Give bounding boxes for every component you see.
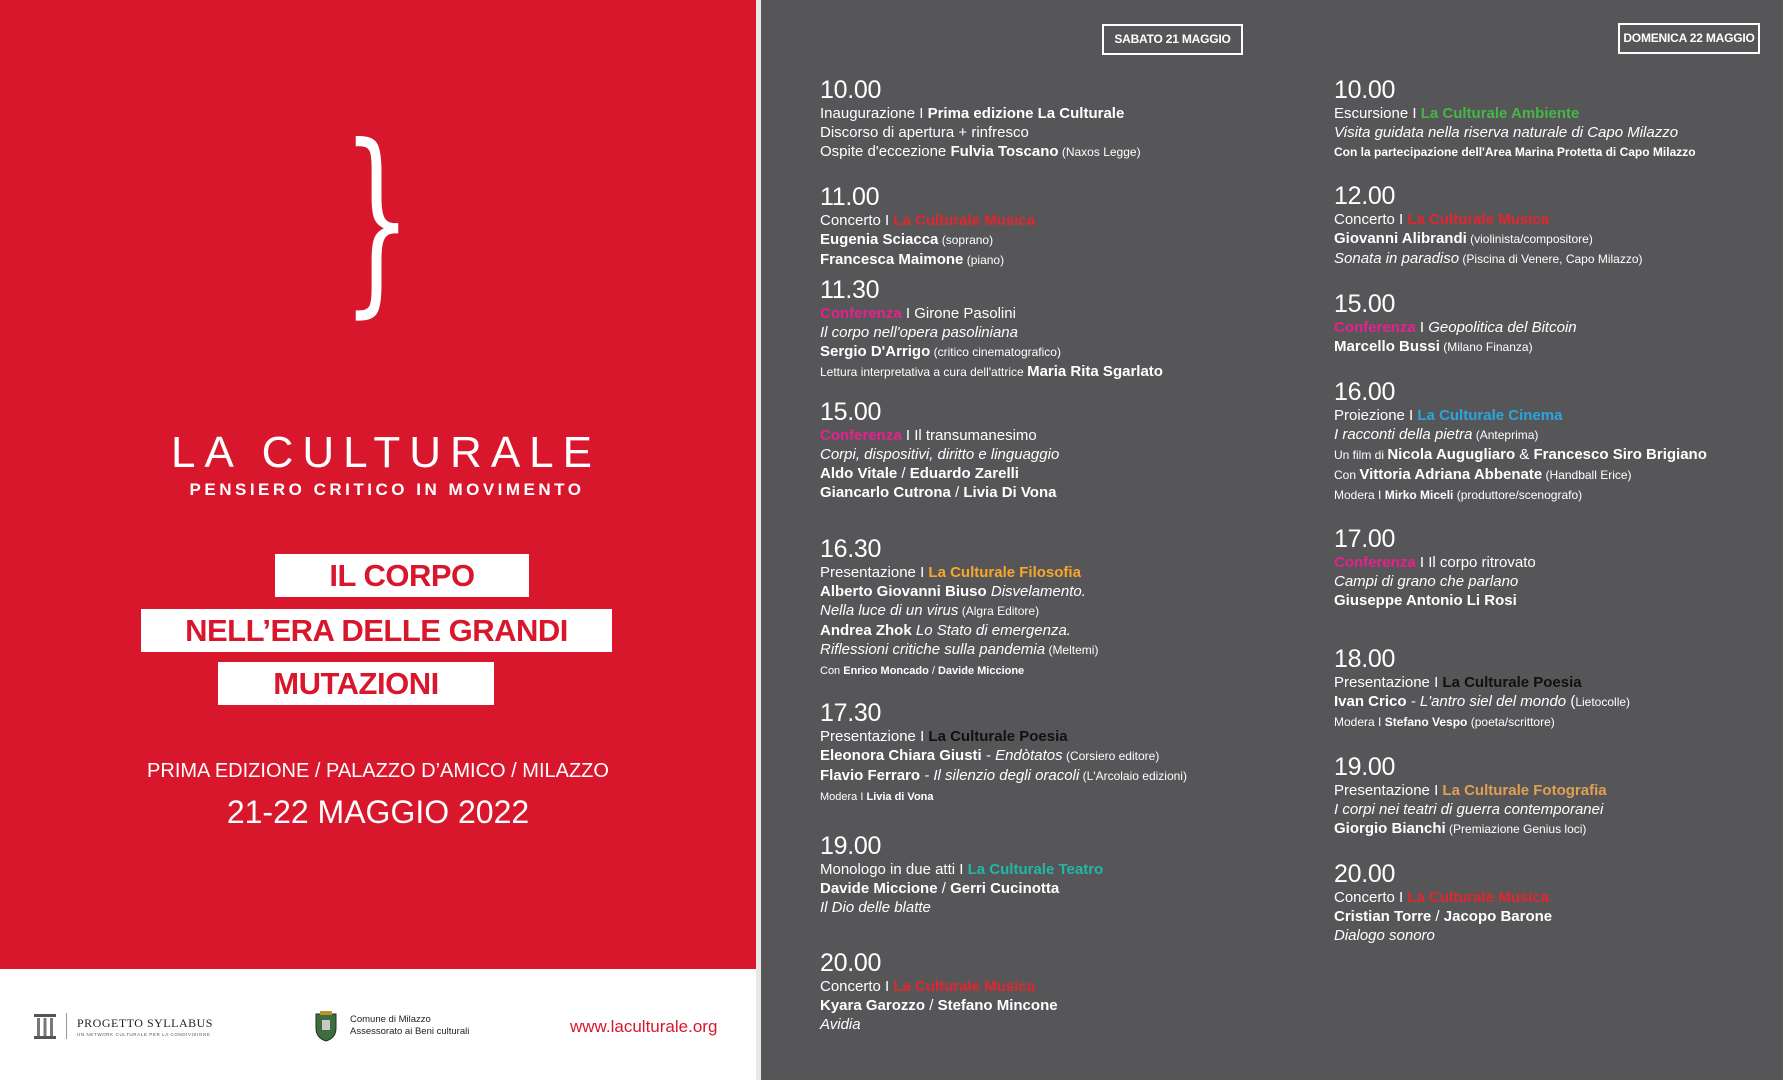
event-detail-line bbox=[820, 445, 1340, 464]
event-text: (Anteprima) bbox=[1472, 428, 1539, 442]
event-detail-line bbox=[820, 426, 1340, 445]
event-text: Ivan Crico bbox=[1334, 693, 1407, 710]
event-detail-line bbox=[820, 860, 1340, 879]
event-text: - Il silenzio degli oracoli bbox=[920, 767, 1080, 784]
event-detail-line bbox=[1334, 210, 1783, 229]
event-text: Geopolitica del Bitcoin bbox=[1428, 319, 1577, 336]
schedule-event bbox=[1334, 753, 1783, 839]
event-detail-line bbox=[1334, 142, 1783, 162]
event-text: (L'Arcolaio edizioni) bbox=[1079, 769, 1187, 783]
event-detail-line bbox=[1334, 591, 1783, 610]
event-detail-line bbox=[820, 123, 1340, 142]
event-text: / bbox=[1431, 908, 1444, 925]
event-text: (violinista/compositore) bbox=[1466, 232, 1593, 246]
event-detail-line bbox=[820, 786, 1340, 807]
event-text: Ospite d'eccezione bbox=[820, 143, 951, 160]
event-time: 11.30 bbox=[820, 276, 880, 304]
event-text: Stefano Mincone bbox=[937, 997, 1058, 1014]
event-detail-line bbox=[1334, 926, 1783, 945]
event-text: I Il corpo ritrovato bbox=[1415, 554, 1536, 571]
event-detail-line bbox=[1334, 781, 1783, 800]
event-text: Concerto I bbox=[1334, 889, 1408, 906]
category-label: La Culturale Musica bbox=[893, 212, 1036, 229]
category-label: Conferenza bbox=[820, 427, 902, 444]
event-text: Marcello Bussi bbox=[1334, 338, 1440, 355]
event-detail-line bbox=[820, 304, 1340, 323]
syllabus-logo bbox=[32, 1012, 213, 1040]
event-detail-line bbox=[1334, 712, 1783, 732]
event-time: 15.00 bbox=[820, 398, 882, 426]
event-text: (soprano) bbox=[938, 233, 994, 247]
event-detail-line bbox=[820, 898, 1340, 917]
event-detail-line bbox=[1334, 425, 1783, 445]
event-text: Nicola Augugliaro bbox=[1387, 446, 1516, 463]
event-detail-line bbox=[820, 746, 1340, 766]
event-detail-line bbox=[820, 483, 1340, 502]
schedule-event bbox=[820, 832, 1340, 917]
category-label: La Culturale Teatro bbox=[967, 861, 1104, 878]
event-text: Presentazione I bbox=[820, 564, 929, 581]
event-detail-line bbox=[820, 563, 1340, 582]
event-text: I bbox=[1415, 319, 1429, 336]
brand-title: LA CULTURALE bbox=[171, 428, 601, 477]
event-text: (Naxos Legge) bbox=[1058, 145, 1141, 159]
event-time: 10.00 bbox=[820, 76, 882, 104]
event-text: Corpi, dispositivi, diritto e linguaggio bbox=[820, 446, 1060, 463]
event-text: Avidia bbox=[820, 1016, 861, 1033]
event-text: Con bbox=[820, 665, 844, 677]
event-text: ( bbox=[1566, 693, 1576, 710]
event-detail-line bbox=[1334, 229, 1783, 249]
event-text: Il Dio delle blatte bbox=[820, 899, 931, 916]
event-text: (produttore/scenografo) bbox=[1453, 488, 1583, 502]
event-text: Eugenia Sciacca bbox=[820, 231, 939, 248]
category-label: La Culturale Poesia bbox=[1442, 674, 1582, 691]
event-text: & bbox=[1515, 446, 1534, 463]
event-text: Escursione I bbox=[1334, 105, 1421, 122]
event-detail-line bbox=[820, 211, 1340, 230]
schedule-event bbox=[820, 535, 1340, 681]
theme-line-3: MUTAZIONI bbox=[218, 662, 494, 705]
event-text: / bbox=[925, 997, 938, 1014]
event-text: I racconti della pietra bbox=[1334, 426, 1473, 443]
comune-logo bbox=[312, 1010, 469, 1042]
event-text: Concerto I bbox=[820, 212, 894, 229]
event-text: Campi di grano che parlano bbox=[1334, 573, 1519, 590]
event-detail-line bbox=[820, 640, 1340, 660]
event-detail-line bbox=[1334, 406, 1783, 425]
event-text: (Algra Editore) bbox=[958, 604, 1040, 618]
event-time: 12.00 bbox=[1334, 182, 1396, 210]
event-text: I Girone Pasolini bbox=[901, 305, 1016, 322]
event-text: - bbox=[981, 747, 996, 764]
event-text: Visita guidata nella riserva naturale di Capo Milazzo bbox=[1334, 124, 1679, 141]
schedule-event bbox=[820, 398, 1340, 502]
event-text: Sonata in paradiso bbox=[1334, 250, 1460, 267]
category-label: La Culturale Musica bbox=[1407, 211, 1550, 228]
event-detail-line bbox=[820, 104, 1340, 123]
schedule-event bbox=[1334, 525, 1783, 610]
event-text: Lettura interpretativa a cura dell'attrice bbox=[820, 365, 1028, 379]
event-text: Proiezione I bbox=[1334, 407, 1418, 424]
event-text: / bbox=[897, 465, 910, 482]
event-time: 20.00 bbox=[820, 949, 882, 977]
schedule-event bbox=[1334, 290, 1783, 357]
event-text: Alberto Giovanni Biuso bbox=[820, 583, 987, 600]
event-text: Inaugurazione I bbox=[820, 105, 928, 122]
syllabus-tagline: UN NETWORK CULTURALE PER LA CONDIVISIONE bbox=[77, 1031, 211, 1037]
category-label: La Culturale Fotografia bbox=[1442, 782, 1607, 799]
event-time: 10.00 bbox=[1334, 76, 1396, 104]
event-text: (Corsiero editore) bbox=[1062, 749, 1160, 763]
crest-icon bbox=[312, 1010, 340, 1042]
category-label: La Culturale Cinema bbox=[1417, 407, 1563, 424]
schedule-event bbox=[820, 183, 1340, 270]
event-detail-line bbox=[1334, 572, 1783, 591]
event-dates: 21-22 MAGGIO 2022 bbox=[226, 794, 530, 830]
event-text: Aldo Vitale bbox=[820, 465, 898, 482]
category-label: La Culturale Musica bbox=[893, 978, 1036, 995]
event-detail-line bbox=[1334, 249, 1783, 269]
event-text: Concerto I bbox=[820, 978, 894, 995]
event-time: 20.00 bbox=[1334, 860, 1396, 888]
event-time: 19.00 bbox=[820, 832, 882, 860]
event-text: Un film di bbox=[1334, 448, 1388, 462]
event-text: Presentazione I bbox=[1334, 782, 1443, 799]
event-text: Davide Miccione bbox=[820, 880, 938, 897]
event-detail-line bbox=[820, 1015, 1340, 1034]
category-label: Conferenza bbox=[820, 305, 902, 322]
event-text: Jacopo Barone bbox=[1443, 908, 1553, 925]
event-text: Giovanni Alibrandi bbox=[1334, 230, 1467, 247]
event-text: Riflessioni critiche sulla pandemia bbox=[820, 641, 1046, 658]
event-text: (piano) bbox=[963, 253, 1005, 267]
event-detail-line bbox=[1334, 318, 1783, 337]
event-text: Modera I bbox=[1334, 715, 1385, 729]
event-text: (Piscina di Venere, Capo Milazzo) bbox=[1459, 252, 1643, 266]
schedule-event bbox=[820, 949, 1340, 1034]
comune-name: Comune di Milazzo bbox=[350, 1014, 431, 1025]
column-icon bbox=[32, 1012, 58, 1040]
event-text: Vittoria Adriana Abbenate bbox=[1359, 466, 1543, 483]
event-detail-line bbox=[820, 230, 1340, 250]
event-text: Discorso di apertura + rinfresco bbox=[820, 124, 1029, 141]
category-label: La Culturale Ambiente bbox=[1420, 105, 1580, 122]
event-text: Modera I bbox=[1334, 488, 1385, 502]
event-text: Nella luce di un virus bbox=[820, 602, 959, 619]
schedule-event bbox=[1334, 76, 1783, 162]
brace-logo: } bbox=[342, 103, 412, 336]
event-detail-line bbox=[1334, 673, 1783, 692]
event-detail-line bbox=[820, 766, 1340, 786]
event-time: 19.00 bbox=[1334, 753, 1396, 781]
category-label: La Culturale Filosofia bbox=[928, 564, 1081, 581]
event-text: Lietocolle) bbox=[1575, 695, 1631, 709]
event-text: Eduardo Zarelli bbox=[909, 465, 1019, 482]
event-text: Giuseppe Antonio Li Rosi bbox=[1334, 592, 1517, 609]
event-detail-line bbox=[820, 601, 1340, 621]
panel-divider bbox=[756, 0, 761, 1080]
event-text: Enrico Moncado bbox=[843, 665, 929, 677]
event-text: Maria Rita Sgarlato bbox=[1027, 363, 1163, 380]
event-text: Stefano Vespo bbox=[1384, 715, 1468, 729]
event-detail-line bbox=[1334, 445, 1783, 465]
event-detail-line bbox=[820, 323, 1340, 342]
event-detail-line bbox=[1334, 553, 1783, 572]
event-text: Lo Stato di emergenza. bbox=[911, 622, 1071, 639]
event-text: Livia Di Vona bbox=[963, 484, 1057, 501]
event-text: Presentazione I bbox=[1334, 674, 1443, 691]
event-text: I Il transumanesimo bbox=[901, 427, 1037, 444]
day-badge-saturday: SABATO 21 MAGGIO bbox=[1102, 24, 1243, 55]
website-link[interactable]: www.laculturale.org bbox=[570, 1017, 718, 1036]
event-text: Monologo in due atti I bbox=[820, 861, 968, 878]
event-text: Kyara Garozzo bbox=[820, 997, 926, 1014]
event-detail-line bbox=[1334, 104, 1783, 123]
event-text: Sergio D'Arrigo bbox=[820, 343, 931, 360]
theme-line-1: IL CORPO bbox=[275, 554, 529, 597]
brand-subtitle: PENSIERO CRITICO IN MOVIMENTO bbox=[189, 480, 585, 499]
event-time: 17.00 bbox=[1334, 525, 1396, 553]
event-detail-line bbox=[1334, 465, 1783, 485]
event-text: Mirko Miceli bbox=[1384, 488, 1454, 502]
event-text: Davide Miccione bbox=[937, 665, 1025, 677]
event-text: / bbox=[950, 484, 964, 501]
schedule-event bbox=[1334, 378, 1783, 505]
event-text: Disvelamento. bbox=[986, 583, 1086, 600]
schedule-event bbox=[820, 699, 1340, 807]
event-text: (Meltemi) bbox=[1045, 643, 1099, 657]
schedule-event bbox=[1334, 645, 1783, 732]
day-badge-sunday: DOMENICA 22 MAGGIO bbox=[1618, 23, 1760, 54]
event-text: - L'antro siel del mondo bbox=[1406, 693, 1567, 710]
event-text: Cristian Torre bbox=[1334, 908, 1432, 925]
event-time: 17.30 bbox=[820, 699, 882, 727]
schedule-event bbox=[820, 276, 1340, 382]
event-text: Eleonora Chiara Giusti bbox=[820, 747, 982, 764]
schedule-event bbox=[1334, 182, 1783, 269]
event-detail-line bbox=[1334, 485, 1783, 505]
event-time: 15.00 bbox=[1334, 290, 1396, 318]
event-text: (critico cinematografico) bbox=[930, 345, 1061, 359]
schedule-event bbox=[820, 76, 1340, 162]
event-text: Con bbox=[1334, 468, 1360, 482]
event-text: Dialogo sonoro bbox=[1334, 927, 1435, 944]
event-text: Il corpo nell'opera pasoliniana bbox=[820, 324, 1018, 341]
event-text: Con la partecipazione dell'Area Marina Protetta di Capo Milazzo bbox=[1334, 145, 1696, 159]
event-text: Giancarlo Cutrona bbox=[820, 484, 951, 501]
category-label: Conferenza bbox=[1334, 319, 1416, 336]
event-text: Modera I bbox=[820, 791, 867, 803]
event-detail-line bbox=[820, 727, 1340, 746]
event-text: Fulvia Toscano bbox=[950, 143, 1059, 160]
event-detail-line bbox=[1334, 819, 1783, 839]
event-text: Presentazione I bbox=[820, 728, 929, 745]
event-detail-line bbox=[820, 582, 1340, 601]
event-detail-line bbox=[820, 362, 1340, 382]
category-label: La Culturale Musica bbox=[1407, 889, 1550, 906]
schedule-event bbox=[1334, 860, 1783, 945]
event-text: (Premiazione Genius loci) bbox=[1445, 822, 1587, 836]
syllabus-divider bbox=[66, 1013, 67, 1039]
event-text: (Handball Erice) bbox=[1542, 468, 1632, 482]
event-detail-line bbox=[1334, 888, 1783, 907]
event-detail-line bbox=[820, 142, 1340, 162]
event-text: Gerri Cucinotta bbox=[950, 880, 1060, 897]
event-detail-line bbox=[820, 977, 1340, 996]
event-detail-line bbox=[820, 660, 1340, 681]
event-detail-line bbox=[820, 250, 1340, 270]
event-time: 16.30 bbox=[820, 535, 882, 563]
event-text: I corpi nei teatri di guerra contemporanei bbox=[1334, 801, 1604, 818]
event-detail-line bbox=[1334, 337, 1783, 357]
category-label: La Culturale Poesia bbox=[928, 728, 1068, 745]
event-text: / bbox=[937, 880, 951, 897]
comune-department: Assessorato ai Beni culturali bbox=[350, 1026, 470, 1037]
event-text: Livia di Vona bbox=[866, 791, 934, 803]
edition-venue-line: PRIMA EDIZIONE / PALAZZO D’AMICO / MILAZZO bbox=[147, 760, 609, 782]
event-detail-line bbox=[820, 621, 1340, 640]
syllabus-name: PROGETTO SYLLABUS bbox=[77, 1015, 213, 1030]
event-text: / bbox=[928, 665, 938, 677]
event-detail-line bbox=[820, 996, 1340, 1015]
event-text: Francesco Siro Brigiano bbox=[1533, 446, 1707, 463]
theme-line-2: NELL’ERA DELLE GRANDI bbox=[141, 609, 612, 652]
event-time: 11.00 bbox=[820, 183, 880, 211]
poster-panel bbox=[0, 0, 756, 1080]
event-time: 16.00 bbox=[1334, 378, 1396, 406]
event-text: (Milano Finanza) bbox=[1439, 340, 1533, 354]
event-text: (poeta/scrittore) bbox=[1467, 715, 1555, 729]
event-text: Andrea Zhok bbox=[820, 622, 912, 639]
event-detail-line bbox=[1334, 800, 1783, 819]
event-text: Concerto I bbox=[1334, 211, 1408, 228]
event-text: Giorgio Bianchi bbox=[1334, 820, 1446, 837]
event-detail-line bbox=[820, 342, 1340, 362]
category-label: Conferenza bbox=[1334, 554, 1416, 571]
event-text: Endòtatos bbox=[995, 747, 1063, 764]
event-time: 18.00 bbox=[1334, 645, 1396, 673]
event-text: Prima edizione La Culturale bbox=[927, 105, 1125, 122]
event-detail-line bbox=[820, 879, 1340, 898]
event-detail-line bbox=[1334, 123, 1783, 142]
event-detail-line bbox=[1334, 692, 1783, 712]
event-text: Flavio Ferraro bbox=[820, 767, 921, 784]
event-detail-line bbox=[820, 464, 1340, 483]
event-detail-line bbox=[1334, 907, 1783, 926]
event-text: Francesca Maimone bbox=[820, 251, 964, 268]
